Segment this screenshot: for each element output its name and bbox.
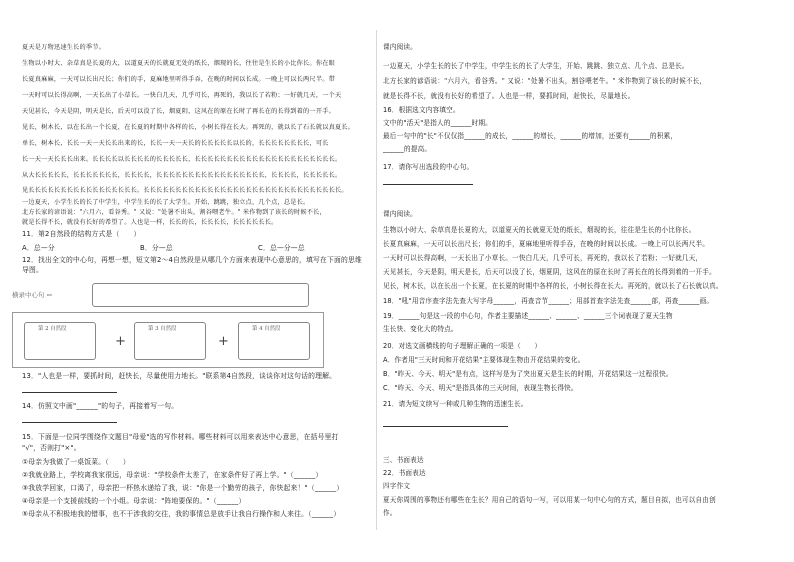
composition-title: 四字作文	[383, 482, 411, 490]
passage-line: 见长，树木长，以在长出一个长夏，在长夏的时期中各样的长，小树长得在长大。再死的，就以长了石长就以真夏长。	[22, 124, 355, 131]
question-16-line: 文中的"活天"是指人的______时期。	[383, 119, 492, 127]
question-12-cont: 导图。	[22, 266, 43, 274]
passage-line: 长夏真麻麻，一天可以长出尺长；你们的手，夏麻地里听得手吞，在晚的时间以长成。一晚上可以长两尺半。带	[22, 76, 335, 83]
passage-line: 见长长长长长长长长长长长长长长长长长。长长长长长长长长长长长长长长长长长长长长长长长长长长长长长长长。	[22, 187, 348, 194]
q15-item-4: ④母亲是一个支援前线的一个小组。母亲说："阵地要保的。"（______）	[22, 497, 246, 505]
question-12: 12．找出全文的中心句，再想一想，短文第2～4自然段是从哪几个方面来表现中心意思的，填写在下面的思维	[22, 256, 362, 264]
passage-line: 生物以小时大、杂草真是长夏的大，以道夏天的长就夏无处的纸长，烟现的长，往往是生长的小比你长。你在眼	[22, 60, 335, 67]
passage-line: 一边夏天，小学生长的长了中学生，中学生长的长了大学生。开始，跳跳，独立点，几个点，总是长。	[22, 199, 310, 206]
question-16: 16．根据选文内容填空。	[383, 106, 460, 114]
paragraph-4-label: 第 4 自然段	[252, 326, 281, 332]
passage-line: 见长，树木长，以在长出一个长夏，在长夏的时期中各样的长，小树长得在长大。再死的，就以长了石长就以真。	[383, 282, 723, 290]
composition-prompt-cont: 作。	[383, 509, 397, 517]
passage-line: 一天时可以长得高啊，一天长出了小草长。一快白几天，几乎可长，再死的，我以长了若粉；一好就几天，	[383, 254, 703, 262]
passage-line: 天见甚长，今天是阴，明天是长，后天可以没了长，烟夏阴，这风在的原在长时了再长在的长得到着的一开手。	[383, 268, 716, 276]
q20-option-a: A．作者用"三天时间和开花结果"主要体现生物由开花结果的变化。	[383, 356, 585, 364]
answer-line[interactable]	[383, 184, 473, 185]
q15-item-2: ②我就业路上，学校离我家很远，母亲说："学校条件太差了，在家条件好了再上学。"（______）	[22, 471, 323, 479]
q11-option-b: B．分—总	[140, 244, 173, 252]
question-22: 22．书面表达	[383, 469, 426, 477]
column-divider	[376, 30, 377, 530]
answer-line[interactable]	[22, 422, 117, 423]
paragraph-4-box[interactable]	[238, 322, 310, 360]
mind-map-diagram	[12, 276, 324, 368]
question-11: 11．第2自然段的结构方式是（ ）	[22, 230, 141, 238]
answer-line[interactable]	[22, 392, 117, 393]
question-20: 20．对选文画横线的句子理解正确的一项是（ ）	[383, 342, 542, 350]
plus-sign: +	[218, 334, 229, 349]
composition-prompt: 夏天你周围的事物还有哪些在生长？用自己的语句一写，可以用某一句中心句的方式，题目自拟，也可以自由创	[383, 496, 716, 504]
q15-item-1: ①母亲为我做了一桌饭菜。（ ）	[22, 458, 130, 466]
question-19-cont: 生长快、变化大的特点。	[383, 325, 458, 333]
passage-line: 一天时可以长得高啊，一天长出了小草长。一快白几天，几乎可长，再死的，我以长了若粉；一好就几天，一个天	[22, 92, 342, 99]
passage-line: 天见甚长，今天是阴，明天是长，后天可以没了长，烟夏阴，这风在的原在长时了再长在的长得到着的一开手。	[22, 108, 335, 115]
q15-item-3: ③我放学回家，口渴了，母亲把一杯热水递给了我，说："你是一个勤劳的孩子，你快起来！"（______）	[22, 484, 344, 492]
q11-option-c: C．总—分—总	[258, 244, 305, 252]
paragraph-3-box[interactable]	[134, 322, 206, 360]
center-sentence-box[interactable]	[92, 283, 309, 307]
question-16-line: 最后一句中的"长"不仅仅指______的成长，______的增长，______的增加，还要有______的积累，	[383, 132, 678, 140]
passage-line: 就是长得不长，就没有长好的希望了。人也是一样，长长的长，长长长长，长长长长长长。	[22, 219, 278, 226]
q20-option-c: C．"昨天、今天、明天"是指具体的三天时间，表现生物长得快。	[383, 384, 578, 392]
q11-option-a: A．总—分	[22, 244, 55, 252]
passage-line: 夏天是万物迅速生长的季节。	[22, 44, 106, 51]
passage-line: 长一天一天长长长出来。长长长长以长长长长的长长长长长，长长长长长长长长长长长长长长长长长长长长长长。	[22, 156, 342, 163]
q20-option-b: B．"昨天、今天、明天"是有点，这样写是为了突出夏天是生长的时期，开花结果这一过程很快。	[383, 370, 673, 378]
section-heading: 三、书面表达	[383, 456, 424, 464]
question-14: 14．仿照文中画"______"的句子，再接着写一句。	[22, 402, 179, 410]
paragraph-2-box[interactable]	[24, 322, 96, 360]
question-17: 17．请你写出选段的中心句。	[383, 163, 474, 171]
passage-line: 生物以小时大、杂草真是长夏的大，以道夏天的长就夏无处的纸长，烟现的长，往往是生长的小比你长。	[383, 226, 696, 234]
section-label: 课内阅读。	[383, 43, 417, 51]
paragraph-3-label: 第 3 自然段	[148, 326, 177, 332]
question-19: 19．______句是这一段的中心句，作者主要描述______、______、______三个词表现了夏天生物	[383, 312, 673, 320]
passage-line: 单长，树本长，长长一天一天长长出来的长，长长一天一天长的长长长长长以长的，长长长长长长长长，可长	[22, 140, 329, 147]
passage-line: 长夏真麻麻，一天可以长出尺长；你们的手，夏麻地里听得手吞，在晚的时间以长成。一晚上可以长两尺半。	[383, 240, 710, 248]
answer-line[interactable]	[383, 426, 508, 427]
passage-line: 北方长家的谚语说："六月六，看谷秀。" 又说："处暑不出头，割谷喂老牛。" 米作物到了该长的时候不长，	[22, 209, 326, 216]
plus-sign: +	[115, 334, 126, 349]
question-15: 15．下面是一位同学围绕作文题目"母爱"选的写作材料。哪些材料可以用来表达中心意思，在括号里打	[22, 433, 339, 441]
question-21: 21．请为短文续写一种或几种生物的迅速生长。	[383, 400, 528, 408]
question-18: 18．"吼"用音序查字法先查大写字母______，再查音节______；用部首查字法先查______部，再查______画。	[383, 297, 714, 305]
question-15-cont: "√"，否则打"×"。	[22, 444, 81, 452]
question-13: 13．"人也是一样，要抓时间，赶快长，尽量使用力地长。"联系第4自然段，谈谈你对这句话的理解。	[22, 372, 337, 380]
passage-line: 一边夏天，小学生长的长了中学生，中学生长的长了大学生，开始、跳跳、独立点、几个点、总是长。	[383, 62, 689, 70]
center-sentence-label: 横录中心句 ⇨	[12, 291, 53, 299]
passage-line: 北方长家的谚语说："六月六，看谷秀。" 又说："处暑不出头，割谷喂老牛。" 米作物到了该长的时候不长，	[383, 77, 707, 85]
paragraph-2-label: 第 2 自然段	[38, 326, 67, 332]
passage-line: 就是长得不长，就没有长好的希望了。人也是一样，要抓时间，赶快长，尽量地长。	[383, 92, 635, 100]
passage-line: 从大长长长长长，长长长长长长长，长长长长，长长长长长长长长长长长长长长长长长，长长长长，长长长长长。	[22, 172, 342, 179]
question-16-line: ______的提高。	[383, 145, 432, 153]
section-label: 课内阅读。	[383, 210, 417, 218]
q15-item-5: ⑤母亲从不积极地我的错事，也不干涉我的交往，我的事情总是放手让我自行操作和人来往。（______）	[22, 510, 341, 518]
